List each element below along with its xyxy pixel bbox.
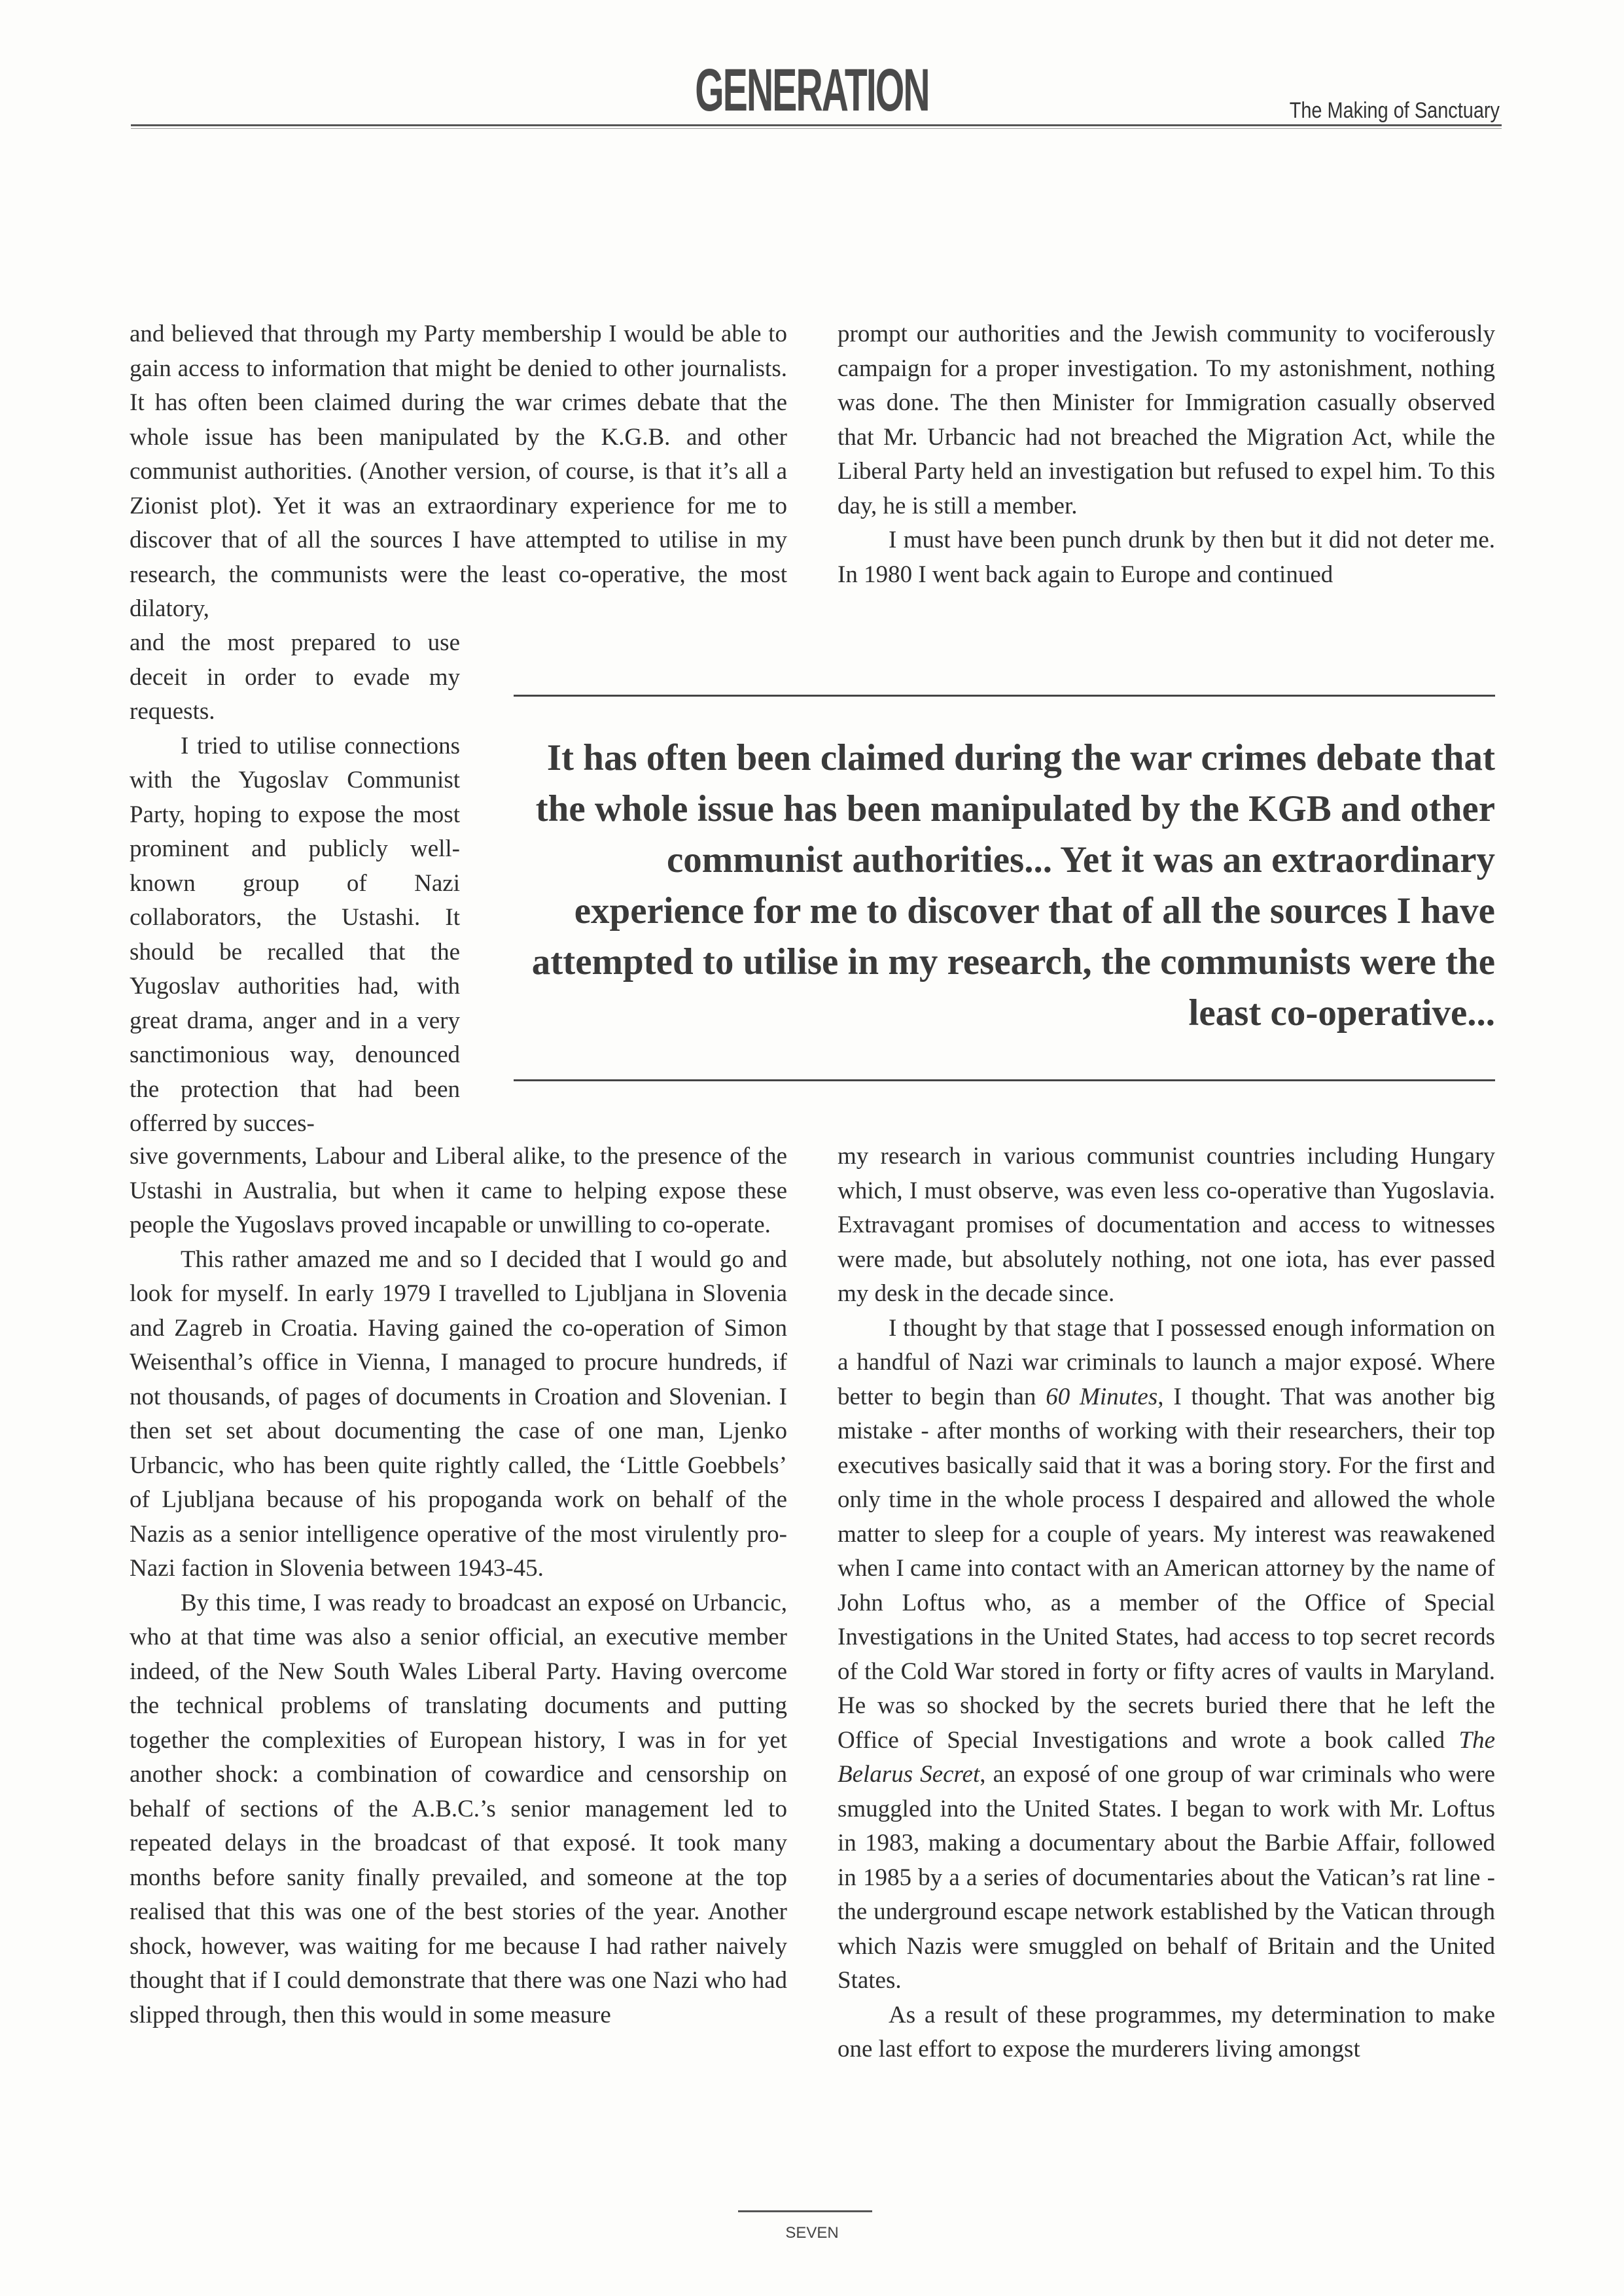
left-column-top xyxy=(130,317,787,627)
paragraph: As a result of these programmes, my determination to make one last effort to expose the murderers living amongst xyxy=(838,2001,1495,2062)
footer-rule xyxy=(738,2210,872,2212)
paragraph: and believed that through my Party membership I would be able to gain access to information that might be denied to other journalists. It has often been claimed during the war crimes debate that the whole issue has been manipulated by the K.G.B. and other communist authorities. (Another version, of course, is that it’s all a Zionist plot). Yet it was an extraordinary experience for me to discover that of all the sources I have attempted to utilise in my research, the communists were the least co-operative, the most dilatory, xyxy=(130,321,787,622)
page-number: SEVEN xyxy=(785,2224,839,2242)
text-run: , I thought. That was another big mistake - after months of working with their researchers, their top executives basically said that it was a boring story. For the first and only time in the whole process I despaired and allowed the whole matter to sleep for a couple of years. My interest was reawakened when I came into contact with an American attorney by the name of John Loftus who, as a member of the Office of Special Investigations in the United States, had access to top secret records of the Cold War stored in forty or fifty acres of vaults in Maryland. He was so shocked by the secrets buried there that he left the Office of Special Investigations and wrote a book called xyxy=(838,1383,1495,1754)
running-subtitle: The Making of Sanctuary xyxy=(1289,98,1500,123)
paragraph: By this time, I was ready to broadcast an exposé on Urbancic, who at that time was also a senior official, an executive member indeed, of the New South Wales Liberal Party. Having overcome the technical problems of translating documents and putting together the complexities of European history, I was in for yet another shock: a combination of cowardice and censorship on behalf of sections of the A.B.C.’s senior management led to repeated delays in the broadcast of that exposé. It took many months before sanity finally prevailed, and someone at the top realised that this was one of the best stories of the year. Another shock, however, was waiting for me because I had rather naively thought that if I could demonstrate that there was one Nazi who had slipped through, then this would in some measure xyxy=(130,1589,787,2028)
text-run: , an exposé of one group of war criminals who were smuggled into the United States. I began to work with Mr. Loftus in 1983, making a documentary about the Barbie Affair, followed in 1985 by a a series of documentaries about the Vatican’s rat line - the underground escape network established by the Vatican through which Nazis were smuggled on behalf of Britain and the United States. xyxy=(838,1761,1495,1994)
right-column-top xyxy=(838,317,1495,592)
show-title: 60 Minutes xyxy=(1046,1383,1158,1410)
left-column-bottom xyxy=(130,1139,787,2032)
right-column-bottom xyxy=(838,1139,1495,2067)
book-title: The Belarus Secret xyxy=(838,1726,1495,1788)
pull-quote-top-rule xyxy=(514,695,1495,697)
paragraph: sive governments, Labour and Liberal alike, to the presence of the Ustashi in Australia, but when it came to helping expose these people the Yugoslavs proved incapable or unwilling to co-operate. xyxy=(130,1143,787,1238)
text-run: I thought by that stage that I possessed enough information on a handful of Nazi war criminals to launch a major exposé. Where better to begin than xyxy=(838,1314,1495,1410)
header-rule-thin xyxy=(131,128,1502,129)
pull-quote-bottom-rule xyxy=(514,1079,1495,1081)
paragraph: This rather amazed me and so I decided that I would go and look for myself. In early 1979 I travelled to Ljubljana in Slovenia and Zagreb in Croatia. Having gained the co-operation of Simon Weisenthal’s office in Vienna, I managed to procure hundreds, if not thousands, of pages of documents in Croation and Slovenian. I then set set about documenting the case of one man, Ljenko Urbancic, who has been quite rightly called, the ‘Little Goebbels’ of Ljubljana because of his propoganda work on behalf of the Nazis as a senior intelligence operative of the most virulently pro-Nazi faction in Slovenia between 1943-45. xyxy=(130,1245,787,1582)
paragraph: my research in various communist countries including Hungary which, I must observe, was even less co-operative than Yugoslavia. Extravagant promises of documentation and access to witnesses were made, but absolutely nothing, not one iota, has ever passed my desk in the decade since. xyxy=(838,1143,1495,1307)
header-rule xyxy=(131,124,1502,126)
paragraph: I tried to utilise connections with the Yugoslav Communist Party, hoping to expose the most prominent and publicly well-known group of Nazi collaborators, the Ustashi. It should be recalled that the Yugoslav authorities had, with great drama, anger and in a very sanctimonious way, denounced the protection that had been offerred by succes- xyxy=(130,732,460,1137)
paragraph: I must have been punch drunk by then but it did not deter me. In 1980 I went back again to Europe and continued xyxy=(838,527,1495,588)
left-column-narrow xyxy=(130,626,460,1141)
masthead-title: GENERATION xyxy=(695,57,929,124)
paragraph: and the most prepared to use deceit in order to evade my requests. xyxy=(130,629,460,725)
paragraph: prompt our authorities and the Jewish community to vociferously campaign for a proper investigation. To my astonishment, nothing was done. The then Minister for Immigration casually observed that Mr. Urbancic had not breached the Migration Act, while the Liberal Party held an investigation but refused to expel him. To this day, he is still a member. xyxy=(838,321,1495,519)
pull-quote: It has often been claimed during the war crimes debate that the whole issue has been manipulated by the KGB and other communist authorities... Yet it was an extraordinary experience for me to discover that of all the sources I have attempted to utilise in my research, the communists were the least co-operative... xyxy=(531,737,1495,1034)
paragraph xyxy=(838,1312,1495,1998)
